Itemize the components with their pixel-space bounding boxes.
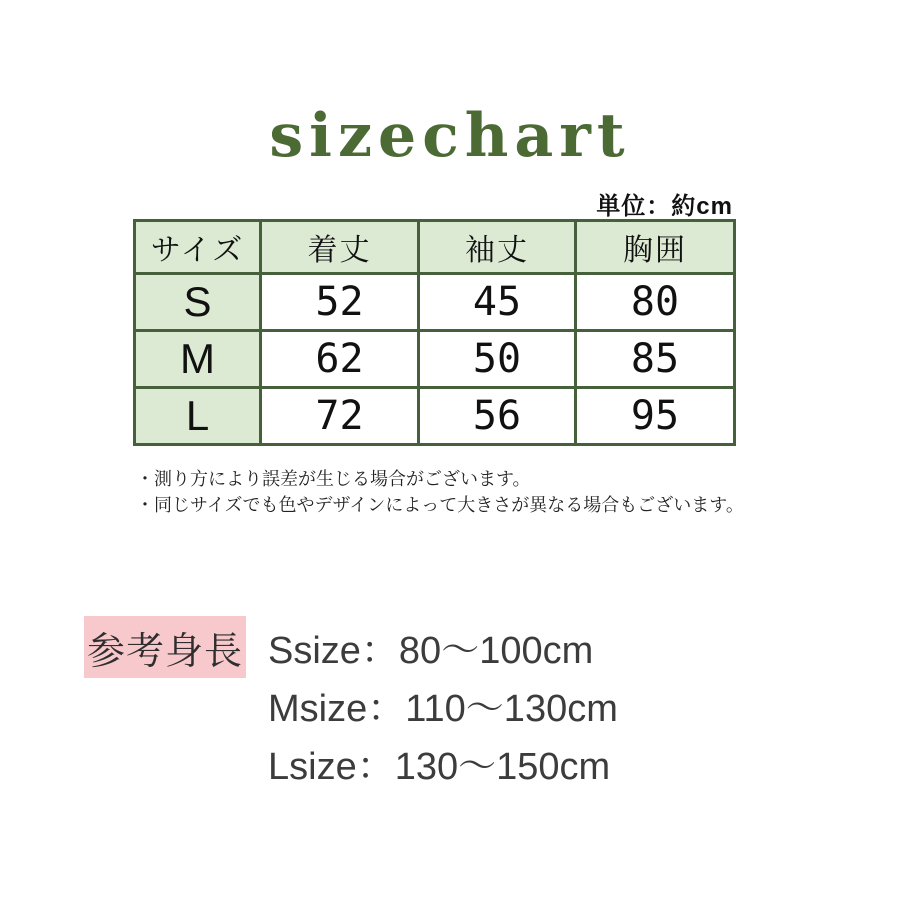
header-cell-chest: 胸囲: [576, 221, 735, 274]
note-line-2: ・同じサイズでも色やデザインによって大きさが異なる場合もございます。: [136, 495, 744, 515]
page-title: sizechart: [269, 101, 631, 171]
measurement-notes: [136, 466, 744, 518]
reference-height-label-text: 参考身長: [86, 630, 243, 673]
m-sleeve-length: 50: [419, 331, 576, 388]
l-sleeve-length: 56: [419, 388, 576, 445]
size-label-s: S: [135, 274, 261, 331]
unit-label: 単位：約cm: [596, 193, 733, 220]
table-row-m: [135, 331, 735, 388]
reference-height-ranges: [268, 622, 618, 796]
header-cell-size: サイズ: [135, 221, 261, 274]
reference-height-label: [84, 616, 246, 678]
size-label-m: M: [135, 331, 261, 388]
size-chart-table: [133, 219, 736, 446]
s-chest: 80: [576, 274, 735, 331]
table-row-l: [135, 388, 735, 445]
header-cell-sleeve-length: 袖丈: [419, 221, 576, 274]
m-body-length: 62: [261, 331, 419, 388]
size-range-m: Msize：110～130cm: [268, 688, 618, 730]
s-body-length: 52: [261, 274, 419, 331]
m-chest: 85: [576, 331, 735, 388]
l-chest: 95: [576, 388, 735, 445]
size-range-s: Ssize：80～100cm: [268, 630, 594, 672]
header-cell-body-length: 着丈: [261, 221, 419, 274]
note-line-1: ・測り方により誤差が生じる場合がございます。: [136, 469, 531, 489]
l-body-length: 72: [261, 388, 419, 445]
size-label-l: L: [135, 388, 261, 445]
size-range-l: Lsize：130～150cm: [268, 746, 611, 788]
table-row-s: [135, 274, 735, 331]
s-sleeve-length: 45: [419, 274, 576, 331]
table-header-row: [135, 221, 735, 274]
